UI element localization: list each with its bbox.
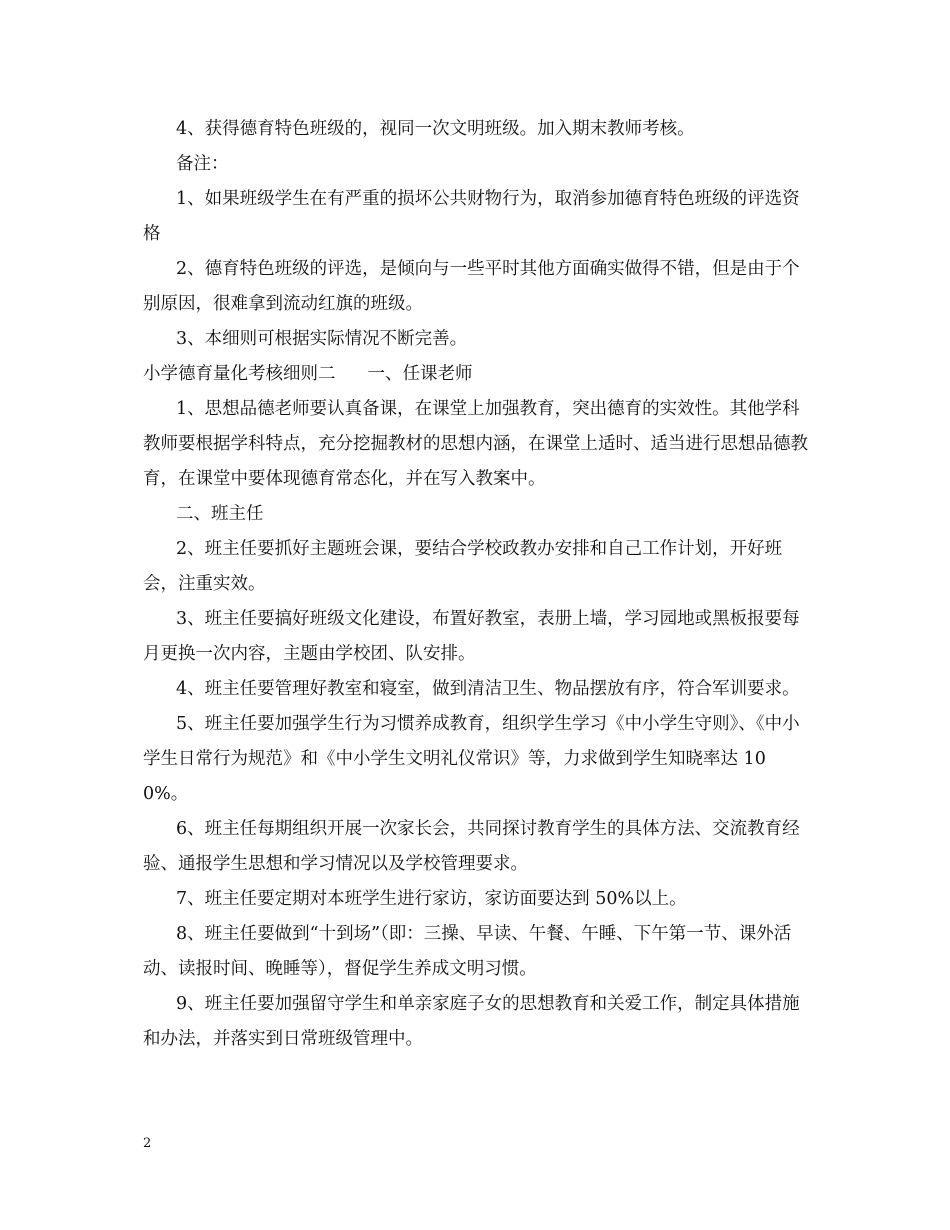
rule-5: 5、班主任要加强学生行为习惯养成教育，组织学生学习《中小学生守则》、《中小学生日常行为规范》和《中小学生文明礼仪常识》等，力求做到学生知晓率达 100%。 — [143, 714, 800, 804]
rule-3: 3、班主任要搞好班级文化建设，布置好教室，表册上墙，学习园地或黑板报要每月更换一次内容，主题由学校团、队安排。 — [143, 609, 800, 664]
remark-2: 2、德育特色班级的评选，是倾向与一些平时其他方面确实做得不错，但是由于个别原因，很难拿到流动红旗的班级。 — [143, 259, 800, 314]
rule-7: 7、班主任要定期对本班学生进行家访，家访面要达到 50%以上。 — [176, 889, 687, 909]
section-heading-class-teacher: 二、班主任 — [176, 504, 264, 524]
section-title: 小学德育量化考核细则二 — [143, 364, 336, 384]
remark-1: 1、如果班级学生在有严重的损坏公共财物行为，取消参加德育特色班级的评选资格 — [143, 189, 800, 244]
page-number: 2 — [143, 1136, 152, 1151]
rule-4: 4、班主任要管理好教室和寝室，做到清洁卫生、物品摆放有序，符合军训要求。 — [176, 679, 800, 699]
section-heading-teachers: 一、任课老师 — [367, 364, 473, 384]
section-title-line — [143, 357, 811, 392]
rule-8: 8、班主任要做到“十到场”（即：三操、早读、午餐、午睡、下午第一节、课外活动、读报时间、晚睡等），督促学生养成文明习惯。 — [143, 924, 792, 979]
rule-2: 2、班主任要抓好主题班会课，要结合学校政教办安排和自己工作计划，开好班会，注重实效。 — [143, 539, 783, 594]
paragraph-item-4: 4、获得德育特色班级的，视同一次文明班级。加入期末教师考核。 — [176, 119, 695, 139]
rule-6: 6、班主任每期组织开展一次家长会，共同探讨教育学生的具体方法、交流教育经验、通报学生思想和学习情况以及学校管理要求。 — [143, 819, 800, 874]
remarks-heading: 备注： — [176, 154, 229, 174]
remark-3: 3、本细则可根据实际情况不断完善。 — [176, 329, 468, 349]
document-body — [143, 112, 811, 1057]
rule-9: 9、班主任要加强留守学生和单亲家庭子女的思想教育和关爱工作，制定具体措施和办法，并落实到日常班级管理中。 — [143, 994, 800, 1049]
rule-1: 1、思想品德老师要认真备课，在课堂上加强教育，突出德育的实效性。其他学科教师要根据学科特点，充分挖掘教材的思想内涵，在课堂上适时、适当进行思想品德教育，在课堂中要体现德育常态化，并在写入教案中。 — [143, 399, 808, 489]
